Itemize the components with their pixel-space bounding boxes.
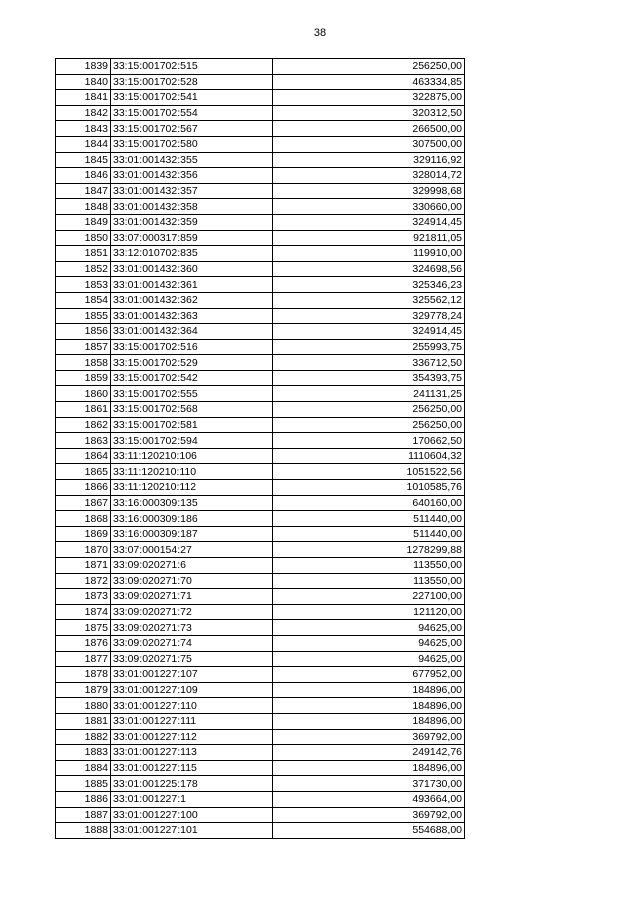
cadastral-number-cell: 33:15:001702:541 — [111, 90, 273, 106]
table-row — [56, 558, 465, 574]
cadastral-value-cell: 921811,05 — [273, 230, 465, 246]
table-row — [56, 230, 465, 246]
cadastral-number-cell: 33:01:001227:110 — [111, 698, 273, 714]
table-row — [56, 59, 465, 75]
row-number-cell: 1840 — [56, 74, 111, 90]
cadastral-number-cell: 33:09:020271:6 — [111, 558, 273, 574]
table-row — [56, 339, 465, 355]
cadastral-value-cell: 329778,24 — [273, 308, 465, 324]
cadastral-number-cell: 33:15:001702:529 — [111, 355, 273, 371]
row-number-cell: 1846 — [56, 168, 111, 184]
cadastral-number-cell: 33:01:001227:109 — [111, 682, 273, 698]
cadastral-number-cell: 33:15:001702:567 — [111, 121, 273, 137]
table-row — [56, 199, 465, 215]
row-number-cell: 1879 — [56, 682, 111, 698]
cadastral-number-cell: 33:15:001702:516 — [111, 339, 273, 355]
cadastral-number-cell: 33:01:001432:355 — [111, 152, 273, 168]
row-number-cell: 1848 — [56, 199, 111, 215]
cadastral-value-cell: 463334,85 — [273, 74, 465, 90]
cadastral-value-cell: 241131,25 — [273, 386, 465, 402]
row-number-cell: 1860 — [56, 386, 111, 402]
row-number-cell: 1839 — [56, 59, 111, 75]
cadastral-value-cell: 329116,92 — [273, 152, 465, 168]
table-row — [56, 121, 465, 137]
table-row — [56, 480, 465, 496]
row-number-cell: 1874 — [56, 604, 111, 620]
row-number-cell: 1851 — [56, 246, 111, 262]
cadastral-value-cell: 249142,76 — [273, 745, 465, 761]
cadastral-number-cell: 33:15:001702:555 — [111, 386, 273, 402]
cadastral-number-cell: 33:15:001702:594 — [111, 433, 273, 449]
cadastral-number-cell: 33:15:001702:528 — [111, 74, 273, 90]
cadastral-value-cell: 325346,23 — [273, 277, 465, 293]
cadastral-number-cell: 33:15:001702:554 — [111, 105, 273, 121]
cadastral-value-cell: 113550,00 — [273, 558, 465, 574]
cadastral-value-cell: 184896,00 — [273, 713, 465, 729]
row-number-cell: 1881 — [56, 713, 111, 729]
cadastral-number-cell: 33:01:001227:113 — [111, 745, 273, 761]
table-row — [56, 542, 465, 558]
cadastral-value-cell: 1278299,88 — [273, 542, 465, 558]
table-row — [56, 511, 465, 527]
row-number-cell: 1873 — [56, 589, 111, 605]
table-row — [56, 651, 465, 667]
row-number-cell: 1886 — [56, 791, 111, 807]
cadastral-value-cell: 329998,68 — [273, 183, 465, 199]
table-row — [56, 526, 465, 542]
cadastral-number-cell: 33:09:020271:73 — [111, 620, 273, 636]
cadastral-value-cell: 324914,45 — [273, 214, 465, 230]
row-number-cell: 1875 — [56, 620, 111, 636]
table-row — [56, 90, 465, 106]
cadastral-number-cell: 33:01:001227:112 — [111, 729, 273, 745]
cadastral-value-cell: 94625,00 — [273, 651, 465, 667]
table-row — [56, 698, 465, 714]
cadastral-number-cell: 33:11:120210:106 — [111, 448, 273, 464]
row-number-cell: 1854 — [56, 292, 111, 308]
cadastral-number-cell: 33:16:000309:186 — [111, 511, 273, 527]
row-number-cell: 1853 — [56, 277, 111, 293]
cadastral-number-cell: 33:16:000309:135 — [111, 495, 273, 511]
cadastral-value-cell: 184896,00 — [273, 760, 465, 776]
cadastral-value-cell: 320312,50 — [273, 105, 465, 121]
row-number-cell: 1869 — [56, 526, 111, 542]
cadastral-value-cell: 170662,50 — [273, 433, 465, 449]
cadastral-number-cell: 33:16:000309:187 — [111, 526, 273, 542]
cadastral-value-cell: 266500,00 — [273, 121, 465, 137]
table-row — [56, 386, 465, 402]
cadastral-number-cell: 33:12:010702:835 — [111, 246, 273, 262]
row-number-cell: 1863 — [56, 433, 111, 449]
table-row — [56, 355, 465, 371]
table-row — [56, 495, 465, 511]
cadastral-value-cell: 1010585,76 — [273, 480, 465, 496]
cadastral-number-cell: 33:07:000317:859 — [111, 230, 273, 246]
table-row — [56, 620, 465, 636]
table-row — [56, 74, 465, 90]
cadastral-number-cell: 33:07:000154:27 — [111, 542, 273, 558]
table-row — [56, 729, 465, 745]
cadastral-number-cell: 33:01:001432:359 — [111, 214, 273, 230]
row-number-cell: 1843 — [56, 121, 111, 137]
table-row — [56, 464, 465, 480]
cadastral-number-cell: 33:01:001225:178 — [111, 776, 273, 792]
cadastral-number-cell: 33:01:001432:357 — [111, 183, 273, 199]
cadastral-value-cell: 328014,72 — [273, 168, 465, 184]
row-number-cell: 1865 — [56, 464, 111, 480]
cadastral-number-cell: 33:15:001702:515 — [111, 59, 273, 75]
cadastral-number-cell: 33:01:001227:115 — [111, 760, 273, 776]
row-number-cell: 1876 — [56, 635, 111, 651]
cadastral-number-cell: 33:01:001432:362 — [111, 292, 273, 308]
table-row — [56, 261, 465, 277]
row-number-cell: 1880 — [56, 698, 111, 714]
cadastral-number-cell: 33:01:001227:100 — [111, 807, 273, 823]
cadastral-value-cell: 511440,00 — [273, 511, 465, 527]
table-row — [56, 168, 465, 184]
row-number-cell: 1866 — [56, 480, 111, 496]
table-row — [56, 635, 465, 651]
table-row — [56, 417, 465, 433]
page-number: 38 — [313, 27, 327, 39]
table-row — [56, 433, 465, 449]
row-number-cell: 1883 — [56, 745, 111, 761]
row-number-cell: 1849 — [56, 214, 111, 230]
table-row — [56, 776, 465, 792]
registry-table-body — [56, 59, 465, 839]
cadastral-value-cell: 184896,00 — [273, 698, 465, 714]
row-number-cell: 1845 — [56, 152, 111, 168]
row-number-cell: 1884 — [56, 760, 111, 776]
cadastral-value-cell: 184896,00 — [273, 682, 465, 698]
row-number-cell: 1862 — [56, 417, 111, 433]
cadastral-value-cell: 369792,00 — [273, 729, 465, 745]
cadastral-number-cell: 33:15:001702:581 — [111, 417, 273, 433]
cadastral-number-cell: 33:09:020271:71 — [111, 589, 273, 605]
row-number-cell: 1887 — [56, 807, 111, 823]
table-row — [56, 604, 465, 620]
table-row — [56, 448, 465, 464]
cadastral-value-cell: 227100,00 — [273, 589, 465, 605]
cadastral-value-cell: 511440,00 — [273, 526, 465, 542]
cadastral-number-cell: 33:01:001432:363 — [111, 308, 273, 324]
row-number-cell: 1847 — [56, 183, 111, 199]
cadastral-value-cell: 322875,00 — [273, 90, 465, 106]
row-number-cell: 1888 — [56, 823, 111, 839]
row-number-cell: 1856 — [56, 324, 111, 340]
row-number-cell: 1850 — [56, 230, 111, 246]
table-row — [56, 823, 465, 839]
row-number-cell: 1861 — [56, 402, 111, 418]
cadastral-value-cell: 354393,75 — [273, 370, 465, 386]
table-row — [56, 183, 465, 199]
row-number-cell: 1844 — [56, 136, 111, 152]
cadastral-number-cell: 33:01:001432:360 — [111, 261, 273, 277]
cadastral-value-cell: 307500,00 — [273, 136, 465, 152]
cadastral-number-cell: 33:01:001432:356 — [111, 168, 273, 184]
table-row — [56, 308, 465, 324]
table-row — [56, 152, 465, 168]
row-number-cell: 1877 — [56, 651, 111, 667]
row-number-cell: 1872 — [56, 573, 111, 589]
cadastral-value-cell: 640160,00 — [273, 495, 465, 511]
cadastral-number-cell: 33:11:120210:112 — [111, 480, 273, 496]
table-row — [56, 402, 465, 418]
row-number-cell: 1871 — [56, 558, 111, 574]
cadastral-value-cell: 677952,00 — [273, 667, 465, 683]
cadastral-number-cell: 33:15:001702:580 — [111, 136, 273, 152]
cadastral-value-cell: 324698,56 — [273, 261, 465, 277]
row-number-cell: 1855 — [56, 308, 111, 324]
row-number-cell: 1857 — [56, 339, 111, 355]
table-row — [56, 791, 465, 807]
table-row — [56, 667, 465, 683]
cadastral-value-cell: 94625,00 — [273, 620, 465, 636]
table-row — [56, 324, 465, 340]
cadastral-value-cell: 1110604,32 — [273, 448, 465, 464]
cadastral-value-cell: 119910,00 — [273, 246, 465, 262]
cadastral-value-cell: 554688,00 — [273, 823, 465, 839]
cadastral-number-cell: 33:01:001227:107 — [111, 667, 273, 683]
cadastral-value-cell: 493664,00 — [273, 791, 465, 807]
cadastral-number-cell: 33:01:001227:101 — [111, 823, 273, 839]
table-row — [56, 370, 465, 386]
table-row — [56, 246, 465, 262]
row-number-cell: 1870 — [56, 542, 111, 558]
cadastral-value-cell: 256250,00 — [273, 59, 465, 75]
cadastral-value-cell: 371730,00 — [273, 776, 465, 792]
cadastral-number-cell: 33:01:001432:361 — [111, 277, 273, 293]
cadastral-value-cell: 255993,75 — [273, 339, 465, 355]
cadastral-value-cell: 94625,00 — [273, 635, 465, 651]
table-row — [56, 136, 465, 152]
table-row — [56, 105, 465, 121]
cadastral-number-cell: 33:01:001227:111 — [111, 713, 273, 729]
table-row — [56, 760, 465, 776]
cadastral-number-cell: 33:09:020271:72 — [111, 604, 273, 620]
row-number-cell: 1867 — [56, 495, 111, 511]
cadastral-number-cell: 33:15:001702:568 — [111, 402, 273, 418]
table-row — [56, 573, 465, 589]
cadastral-number-cell: 33:09:020271:75 — [111, 651, 273, 667]
cadastral-value-cell: 256250,00 — [273, 402, 465, 418]
table-row — [56, 277, 465, 293]
table-row — [56, 292, 465, 308]
row-number-cell: 1864 — [56, 448, 111, 464]
cadastral-number-cell: 33:11:120210:110 — [111, 464, 273, 480]
row-number-cell: 1885 — [56, 776, 111, 792]
row-number-cell: 1878 — [56, 667, 111, 683]
row-number-cell: 1842 — [56, 105, 111, 121]
table-row — [56, 713, 465, 729]
row-number-cell: 1859 — [56, 370, 111, 386]
row-number-cell: 1852 — [56, 261, 111, 277]
cadastral-value-cell: 324914,45 — [273, 324, 465, 340]
cadastral-value-cell: 1051522,56 — [273, 464, 465, 480]
cadastral-value-cell: 336712,50 — [273, 355, 465, 371]
cadastral-value-cell: 121120,00 — [273, 604, 465, 620]
cadastral-number-cell: 33:09:020271:74 — [111, 635, 273, 651]
table-row — [56, 745, 465, 761]
cadastral-value-cell: 256250,00 — [273, 417, 465, 433]
cadastral-number-cell: 33:15:001702:542 — [111, 370, 273, 386]
cadastral-value-cell: 325562,12 — [273, 292, 465, 308]
row-number-cell: 1882 — [56, 729, 111, 745]
cadastral-value-cell: 369792,00 — [273, 807, 465, 823]
cadastral-number-cell: 33:01:001227:1 — [111, 791, 273, 807]
row-number-cell: 1858 — [56, 355, 111, 371]
table-row — [56, 807, 465, 823]
cadastral-number-cell: 33:09:020271:70 — [111, 573, 273, 589]
cadastral-value-cell: 113550,00 — [273, 573, 465, 589]
registry-table — [55, 58, 465, 839]
cadastral-number-cell: 33:01:001432:364 — [111, 324, 273, 340]
row-number-cell: 1868 — [56, 511, 111, 527]
cadastral-number-cell: 33:01:001432:358 — [111, 199, 273, 215]
row-number-cell: 1841 — [56, 90, 111, 106]
table-row — [56, 214, 465, 230]
table-row — [56, 682, 465, 698]
table-row — [56, 589, 465, 605]
cadastral-value-cell: 330660,00 — [273, 199, 465, 215]
